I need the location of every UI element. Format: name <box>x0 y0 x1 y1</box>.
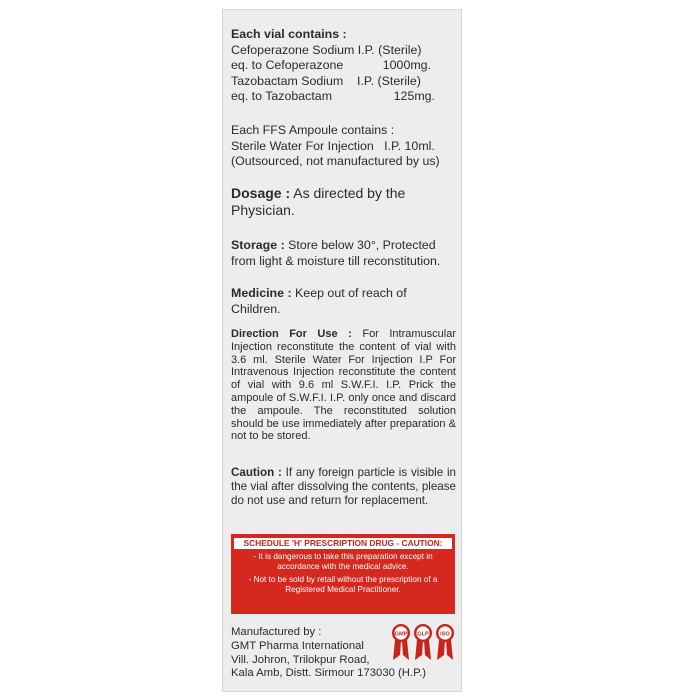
composition-section <box>231 27 456 105</box>
label-panel <box>222 9 462 692</box>
composition-ingredient: eq. to Cefoperazone <box>231 58 344 72</box>
schedule-h-warning-box <box>231 534 455 614</box>
manufacturer-address: Vill. Johron, Trilokpur Road, <box>231 653 370 666</box>
glp-seal-icon <box>414 624 432 660</box>
ampoule-note: (Outsourced, not manufactured by us) <box>231 154 440 168</box>
dosage-text: As directed by the <box>293 185 406 201</box>
caution-section <box>231 466 456 509</box>
composition-amount: 1000mg. <box>382 58 431 72</box>
medicine-label: Medicine : <box>231 286 292 300</box>
medicine-text: Children. <box>231 301 281 316</box>
svg-text:GMP: GMP <box>394 631 408 638</box>
composition-ingredient: eq. to Tazobactam <box>231 89 333 103</box>
direction-label: Direction For Use : <box>231 328 352 340</box>
ampoule-row <box>231 139 456 155</box>
storage-text: from light & moisture till reconstitution. <box>231 253 441 268</box>
caution-label: Caution : <box>231 466 282 479</box>
composition-row <box>231 58 431 74</box>
storage-label: Storage : <box>231 238 285 252</box>
dosage-text: Physician. <box>231 202 295 218</box>
composition-amount: 125mg. <box>393 89 435 103</box>
ampoule-heading: Each FFS Ampoule contains : <box>231 123 395 137</box>
caution-text: If any foreign particle is visible in the vial after dissolving the contents, please do not use and return for replacement. <box>231 466 456 508</box>
dosage-section <box>231 185 456 219</box>
schedule-heading: SCHEDULE 'H' PRESCRIPTION DRUG - CAUTION: <box>234 538 452 549</box>
composition-row <box>231 74 456 90</box>
manufacturer-label: Manufactured by : <box>231 626 322 638</box>
direction-section <box>231 328 456 443</box>
ampoule-content: Sterile Water For Injection <box>231 138 374 153</box>
ampoule-volume: I.P. 10ml. <box>384 138 435 153</box>
composition-grade: I.P. (Sterile) <box>357 73 421 88</box>
medicine-text: Keep out of reach of <box>295 286 407 300</box>
svg-text:GLP: GLP <box>417 631 429 638</box>
svg-text:ISO: ISO <box>440 631 450 638</box>
manufacturer-address: Kala Amb, Distt. Sirmour 173030 (H.P.) <box>231 667 427 680</box>
storage-section <box>231 238 456 269</box>
direction-text: For Intramuscular Injection reconstitute the content of vial with 3.6 ml. Sterile Water For Injection I.P For Intravenous Injection reconstitute the content of vial with 9.6 ml S.W.F.I. I.P. Prick the ampoule of S.W.F.I. I.P. only once and discard the ampoule. The reconstituted solution should be use immediately after preparation & not to be stored. <box>231 328 456 443</box>
composition-heading: Each vial contains : <box>231 27 347 41</box>
certification-logos <box>390 622 456 662</box>
ampoule-section <box>231 123 456 170</box>
storage-text: Store below 30°, Protected <box>288 238 436 252</box>
schedule-warning-line: - Not to be sold by retail without the prescription of a Registered Medical Practitioner. <box>248 574 438 595</box>
schedule-warning-line: - It is dangerous to take this preparation except in accordance with the medical advice. <box>253 552 433 572</box>
dosage-label: Dosage : <box>231 185 291 201</box>
iso-seal-icon <box>436 624 454 660</box>
gmp-seal-icon <box>392 624 410 660</box>
composition-ingredient: Tazobactam Sodium <box>231 73 344 88</box>
medicine-section <box>231 286 456 317</box>
composition-line: Cefoperazone Sodium I.P. (Sterile) <box>231 42 422 57</box>
composition-row <box>231 89 435 105</box>
manufacturer-name: GMT Pharma International <box>231 639 364 652</box>
